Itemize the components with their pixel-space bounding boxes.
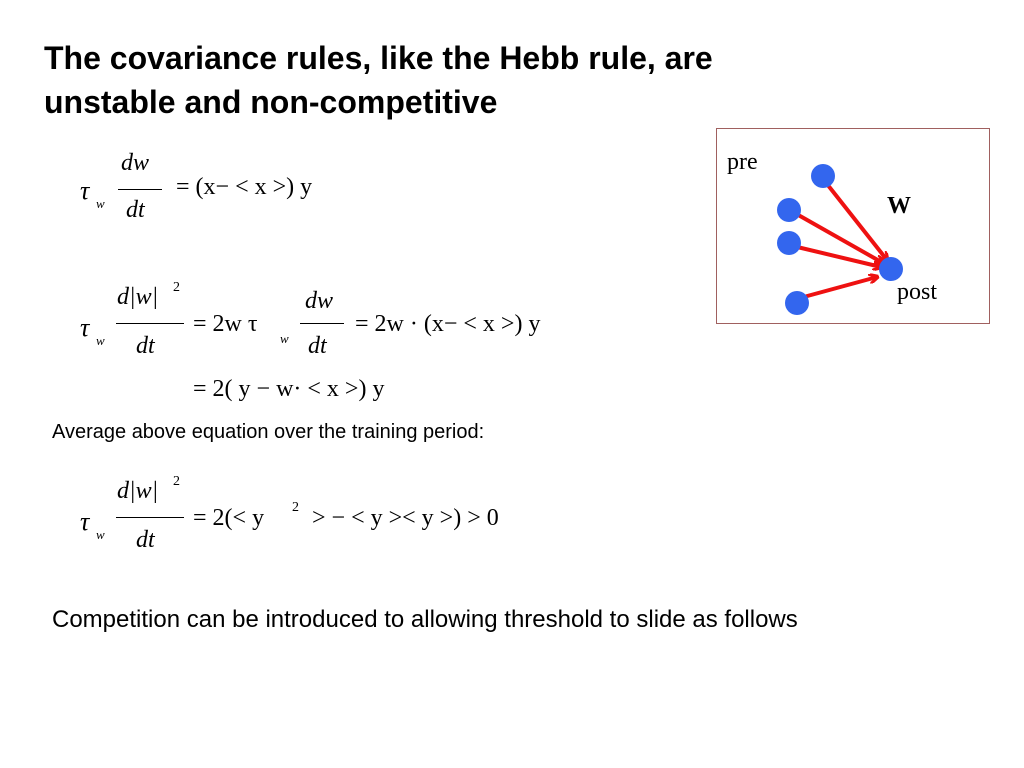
eq4-fraction-line [116,517,184,518]
eq2-tau: τ [80,313,90,342]
pre-neuron-2 [777,198,801,222]
average-note: Average above equation over the training period: [52,421,485,443]
eq4-rhs-a: = 2(< y [193,505,265,531]
pre-neuron-1 [811,164,835,188]
eq4-tau-sub: w [96,527,105,542]
eq2-denominator-2: dt [308,333,327,359]
eq2-rhs: = 2w · (x− < x >) y [355,311,541,337]
eq1-tau-sub: w [96,196,105,211]
eq2-numerator: d|w| [117,284,159,310]
neuron-diagram [716,128,990,324]
eq2-denominator: dt [136,333,155,359]
pre-neuron-3 [777,231,801,255]
eq1-denominator: dt [126,197,145,223]
eq2-middle-sub: w [280,331,289,346]
arrow-pre4-post [800,277,877,298]
competition-note: Competition can be introduced to allowing threshold to slide as follows [52,606,798,633]
eq1-rhs: = (x− < x >) y [176,174,313,200]
eq1-fraction-line [118,189,162,190]
eq4-numerator: d|w| [117,478,159,504]
eq3-rhs: = 2( y − w· < x >) y [193,376,385,402]
title-line-2: unstable and non-competitive [44,84,498,120]
eq2-numerator-sup: 2 [173,280,180,295]
pre-neuron-4 [785,291,809,315]
eq2-tau-sub: w [96,333,105,348]
eq2-fraction-line [116,323,184,324]
eq4-denominator: dt [136,527,155,553]
eq4-rhs-b: > − < y >< y >) > 0 [312,505,499,531]
diagram-svg [717,129,989,323]
eq4-numerator-sup: 2 [173,474,180,489]
eq1-tau: τ [80,176,90,205]
slide-title [44,36,944,124]
post-neuron [879,257,903,281]
post-label: post [897,279,938,305]
eq2-middle: = 2w τ [193,311,258,337]
eq2-numerator-2: dw [305,288,334,314]
pre-label: pre [727,149,758,175]
eq1-numerator: dw [121,150,150,176]
title-line-1: The covariance rules, like the Hebb rule, are [44,40,713,76]
eq4-rhs-sup: 2 [292,500,299,515]
eq4-tau: τ [80,507,90,536]
eq2-fraction-line-2 [300,323,344,324]
weight-label: W [887,193,911,219]
